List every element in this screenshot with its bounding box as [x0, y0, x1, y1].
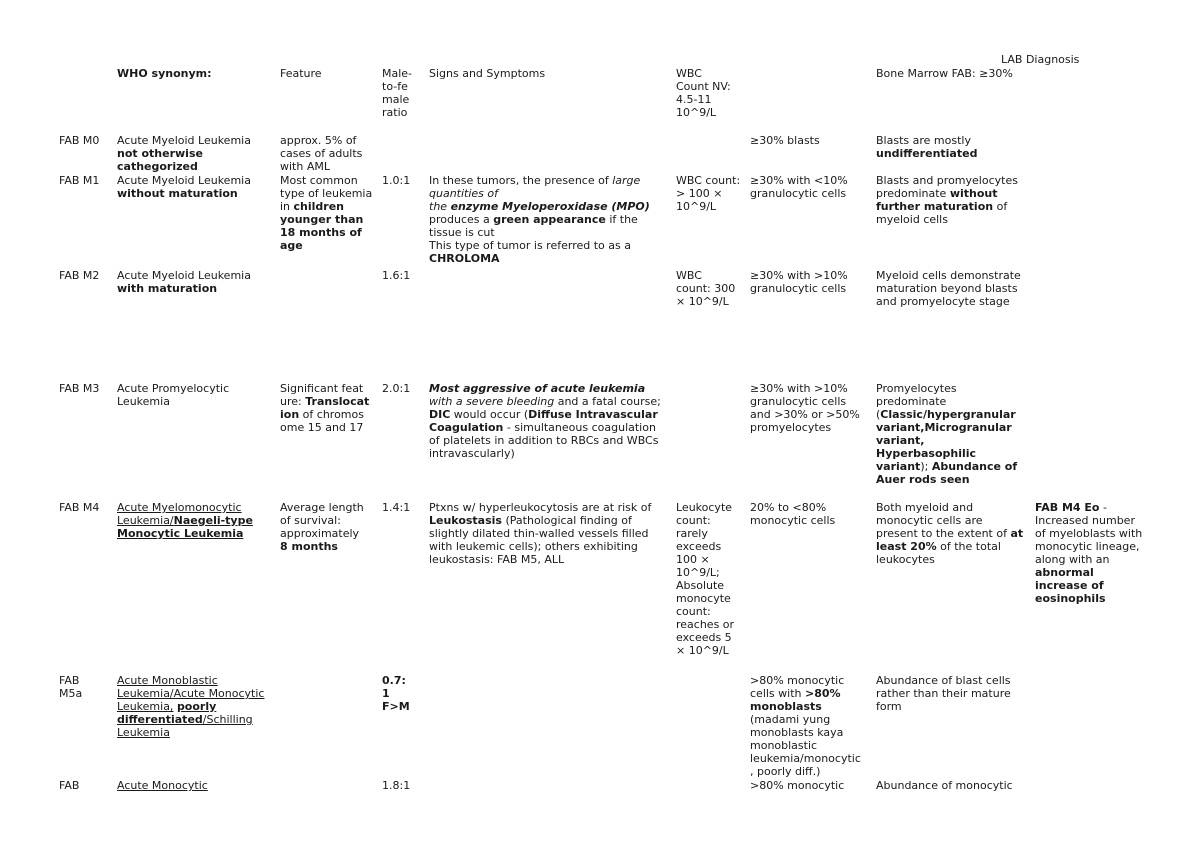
signs-symptoms: Ptxns w/ hyperleukocytosis are at risk of Leukostasis (Pathological finding of slightly dilated thin-walled vessels filled with leukemic cells); others exhibiting leukostasis: FAB M5, ALL [429, 501, 652, 566]
blast-criteria: >80% monocytic cells with >80% monoblasts (madami yung monoblasts kaya monoblastic leukemia/monocytic, poorly diff.) [750, 674, 861, 778]
blast-criteria: 20% to <80% monocytic cells [750, 501, 836, 527]
wbc-header: WBC Count NV: 4.5-11 10^9/L [676, 67, 731, 119]
blast-criteria: ≥30% with >10% granulocytic cells and >30% or >50% promyelocytes [750, 382, 860, 434]
who-synonym: Acute Myelomonocytic Leukemia/Naegeli-type Monocytic Leukemia [117, 501, 253, 540]
signs-symptoms: In these tumors, the presence of large quantities of the enzyme Myeloperoxidase (MPO) produces a green appearance if the tissue is cut This type of tumor is referred to as a CHROLOMA [429, 174, 650, 265]
who-synonym: Acute Monoblastic Leukemia/Acute Monocytic Leukemia, poorly differentiated/Schilling Leukemia [117, 674, 265, 739]
ratio: 1.6:1 [382, 269, 411, 282]
wbc-count: Leukocyte count: rarely exceeds 100 × 10^9/L; Absolute monocyte count: reaches or exceeds 5 × 10^9/L [676, 501, 735, 657]
row-id: FAB M5a [59, 674, 83, 700]
feature: Most common type of leukemia in children younger than 18 months of age [280, 174, 373, 252]
who-synonym-header: WHO synonym: [117, 67, 212, 80]
bone-marrow: Abundance of monocytic [876, 779, 1013, 792]
blast-criteria: ≥30% with >10% granulocytic cells [750, 269, 848, 295]
ratio: 1.0:1 [382, 174, 411, 187]
row-id: FAB M3 [59, 382, 100, 395]
lab-diagnosis-heading: LAB Diagnosis [1001, 53, 1080, 66]
bone-marrow: Myeloid cells demonstrate maturation beyond blasts and promyelocyte stage [876, 269, 1021, 308]
wbc-count: WBC count: > 100 × 10^9/L [676, 174, 741, 213]
row-id: FAB [59, 779, 80, 792]
bone-marrow: Both myeloid and monocytic cells are present to the extent of at least 20% of the total leukocytes [876, 501, 1024, 566]
who-synonym: Acute Myeloid Leukemia without maturation [117, 174, 251, 200]
row-id: FAB M2 [59, 269, 100, 282]
m4-eo-note: FAB M4 Eo - Increased number of myeloblasts with monocytic lineage, along with an abnormal increase of eosinophils [1035, 501, 1143, 605]
who-synonym: Acute Myeloid Leukemia not otherwise cathegorized [117, 134, 251, 173]
signs-header: Signs and Symptoms [429, 67, 546, 80]
bone-marrow: Blasts and promyelocytes predominate without further maturation of myeloid cells [876, 174, 1018, 226]
bone-marrow: Blasts are mostly undifferentiated [876, 134, 978, 160]
ratio: 2.0:1 [382, 382, 411, 395]
row-id: FAB M4 [59, 501, 100, 514]
signs-symptoms: Most aggressive of acute leukemia with a severe bleeding and a fatal course; DIC would occur (Diffuse Intravascular Coagulation - simultaneous coagulation of platelets in addition to RBCs and WBCs intravascularly) [429, 382, 661, 460]
wbc-count: WBC count: 300 × 10^9/L [676, 269, 736, 308]
ratio: 1.8:1 [382, 779, 411, 792]
bone-marrow: Promyelocytes predominate (Classic/hypergranular variant,Microgranular variant, Hyperbasophilic variant); Abundance of Auer rods seen [876, 382, 1018, 486]
row-id: FAB M1 [59, 174, 100, 187]
feature: approx. 5% of cases of adults with AML [280, 134, 363, 173]
feature: Significant feature: Translocation of chromosome 15 and 17 [280, 382, 370, 434]
feature: Average length of survival: approximately 8 months [280, 501, 364, 553]
who-synonym: Acute Myeloid Leukemia with maturation [117, 269, 251, 295]
blast-criteria: >80% monocytic [750, 779, 845, 792]
ratio: 1.4:1 [382, 501, 411, 514]
feature-header: Feature [280, 67, 322, 80]
bone-marrow: Abundance of blast cells rather than their mature form [876, 674, 1011, 713]
blast-criteria: ≥30% with <10% granulocytic cells [750, 174, 848, 200]
ratio-header: Male-to-female ratio [382, 67, 413, 119]
bone-marrow-header: Bone Marrow FAB: ≥30% [876, 67, 1013, 80]
ratio: 0.7: 1 F>M [382, 674, 410, 713]
row-id: FAB M0 [59, 134, 100, 147]
who-synonym: Acute Promyelocytic Leukemia [117, 382, 230, 408]
blast-criteria: ≥30% blasts [750, 134, 820, 147]
who-synonym: Acute Monocytic [117, 779, 208, 792]
